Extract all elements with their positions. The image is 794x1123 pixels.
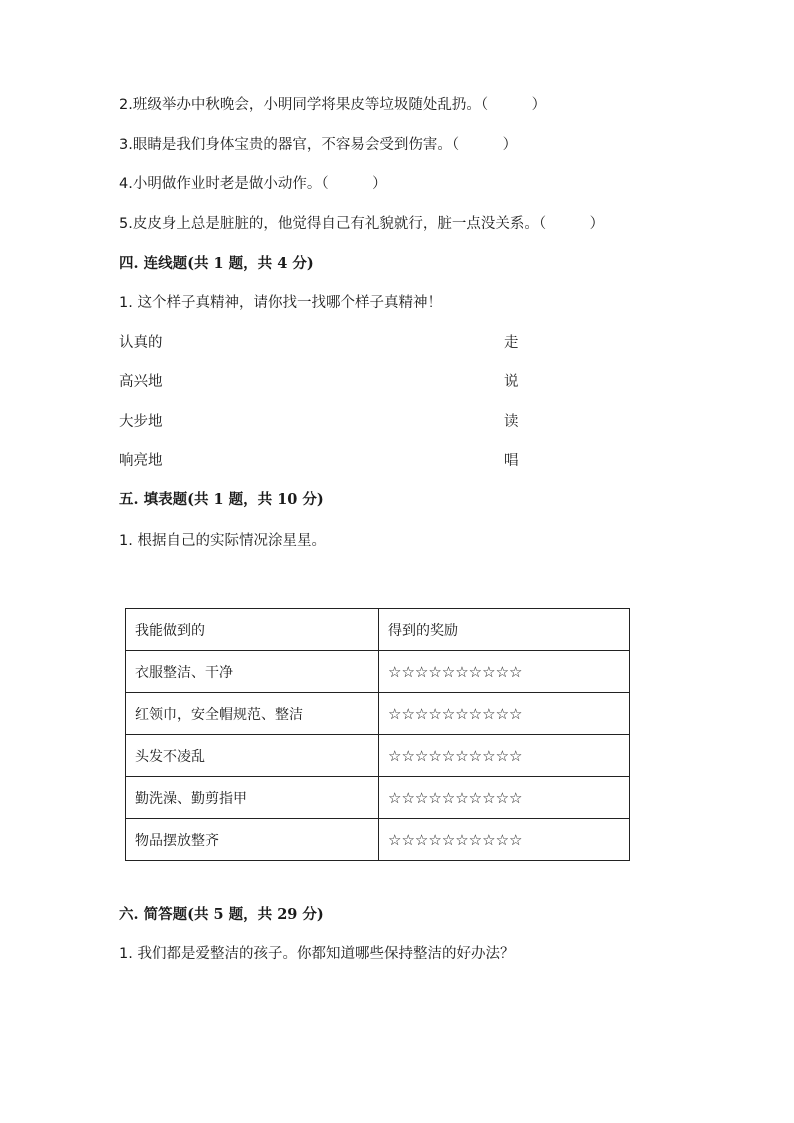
section-5-question: 1. 根据自己的实际情况涂星星。 <box>119 533 326 549</box>
section-4-question: 1. 这个样子真精神，请你找一找哪个样子真精神！ <box>119 295 442 311</box>
table-cell-stars[interactable]: ☆☆☆☆☆☆☆☆☆☆ <box>379 735 630 777</box>
table-cell-behavior: 头发不凌乱 <box>126 735 379 777</box>
judgement-item-5: 5.皮皮身上总是脏脏的，他觉得自己有礼貌就行，脏一点没关系。（ ） <box>119 216 605 232</box>
table-cell-stars[interactable]: ☆☆☆☆☆☆☆☆☆☆ <box>379 651 630 693</box>
judgement-item-3: 3.眼睛是我们身体宝贵的器官，不容易会受到伤害。（ ） <box>119 137 518 153</box>
judgement-item-2: 2.班级举办中秋晚会，小明同学将果皮等垃圾随处乱扔。（ ） <box>119 97 547 113</box>
match-left-item: 认真的 <box>119 335 163 351</box>
match-right-item: 走 <box>504 335 519 351</box>
table-cell-behavior: 红领巾，安全帽规范、整洁 <box>126 693 379 735</box>
section-6-question: 1. 我们都是爱整洁的孩子。你都知道哪些保持整洁的好办法？ <box>119 946 515 962</box>
table-row <box>126 651 630 693</box>
table-cell-behavior: 物品摆放整齐 <box>126 819 379 861</box>
match-right-item: 说 <box>504 374 519 390</box>
table-row <box>126 735 630 777</box>
table-cell-stars[interactable]: ☆☆☆☆☆☆☆☆☆☆ <box>379 777 630 819</box>
match-right-item: 唱 <box>504 453 519 469</box>
rewards-table <box>125 608 630 861</box>
table-row <box>126 777 630 819</box>
table-cell-stars[interactable]: ☆☆☆☆☆☆☆☆☆☆ <box>379 693 630 735</box>
section-5-heading: 五. 填表题(共 1 题，共 10 分) <box>119 491 324 508</box>
match-left-item: 高兴地 <box>119 374 163 390</box>
match-right-item: 读 <box>504 414 519 430</box>
table-row <box>126 819 630 861</box>
match-left-item: 大步地 <box>119 414 163 430</box>
table-header-cell: 我能做到的 <box>126 609 379 651</box>
match-left-item: 响亮地 <box>119 453 163 469</box>
table-row <box>126 693 630 735</box>
table-header-cell: 得到的奖励 <box>379 609 630 651</box>
table-cell-stars[interactable]: ☆☆☆☆☆☆☆☆☆☆ <box>379 819 630 861</box>
section-6-heading: 六. 简答题(共 5 题，共 29 分) <box>119 906 324 923</box>
judgement-item-4: 4.小明做作业时老是做小动作。（ ） <box>119 176 387 192</box>
table-cell-behavior: 勤洗澡、勤剪指甲 <box>126 777 379 819</box>
table-cell-behavior: 衣服整洁、干净 <box>126 651 379 693</box>
section-4-heading: 四. 连线题(共 1 题，共 4 分) <box>119 255 314 272</box>
table-header-row <box>126 609 630 651</box>
